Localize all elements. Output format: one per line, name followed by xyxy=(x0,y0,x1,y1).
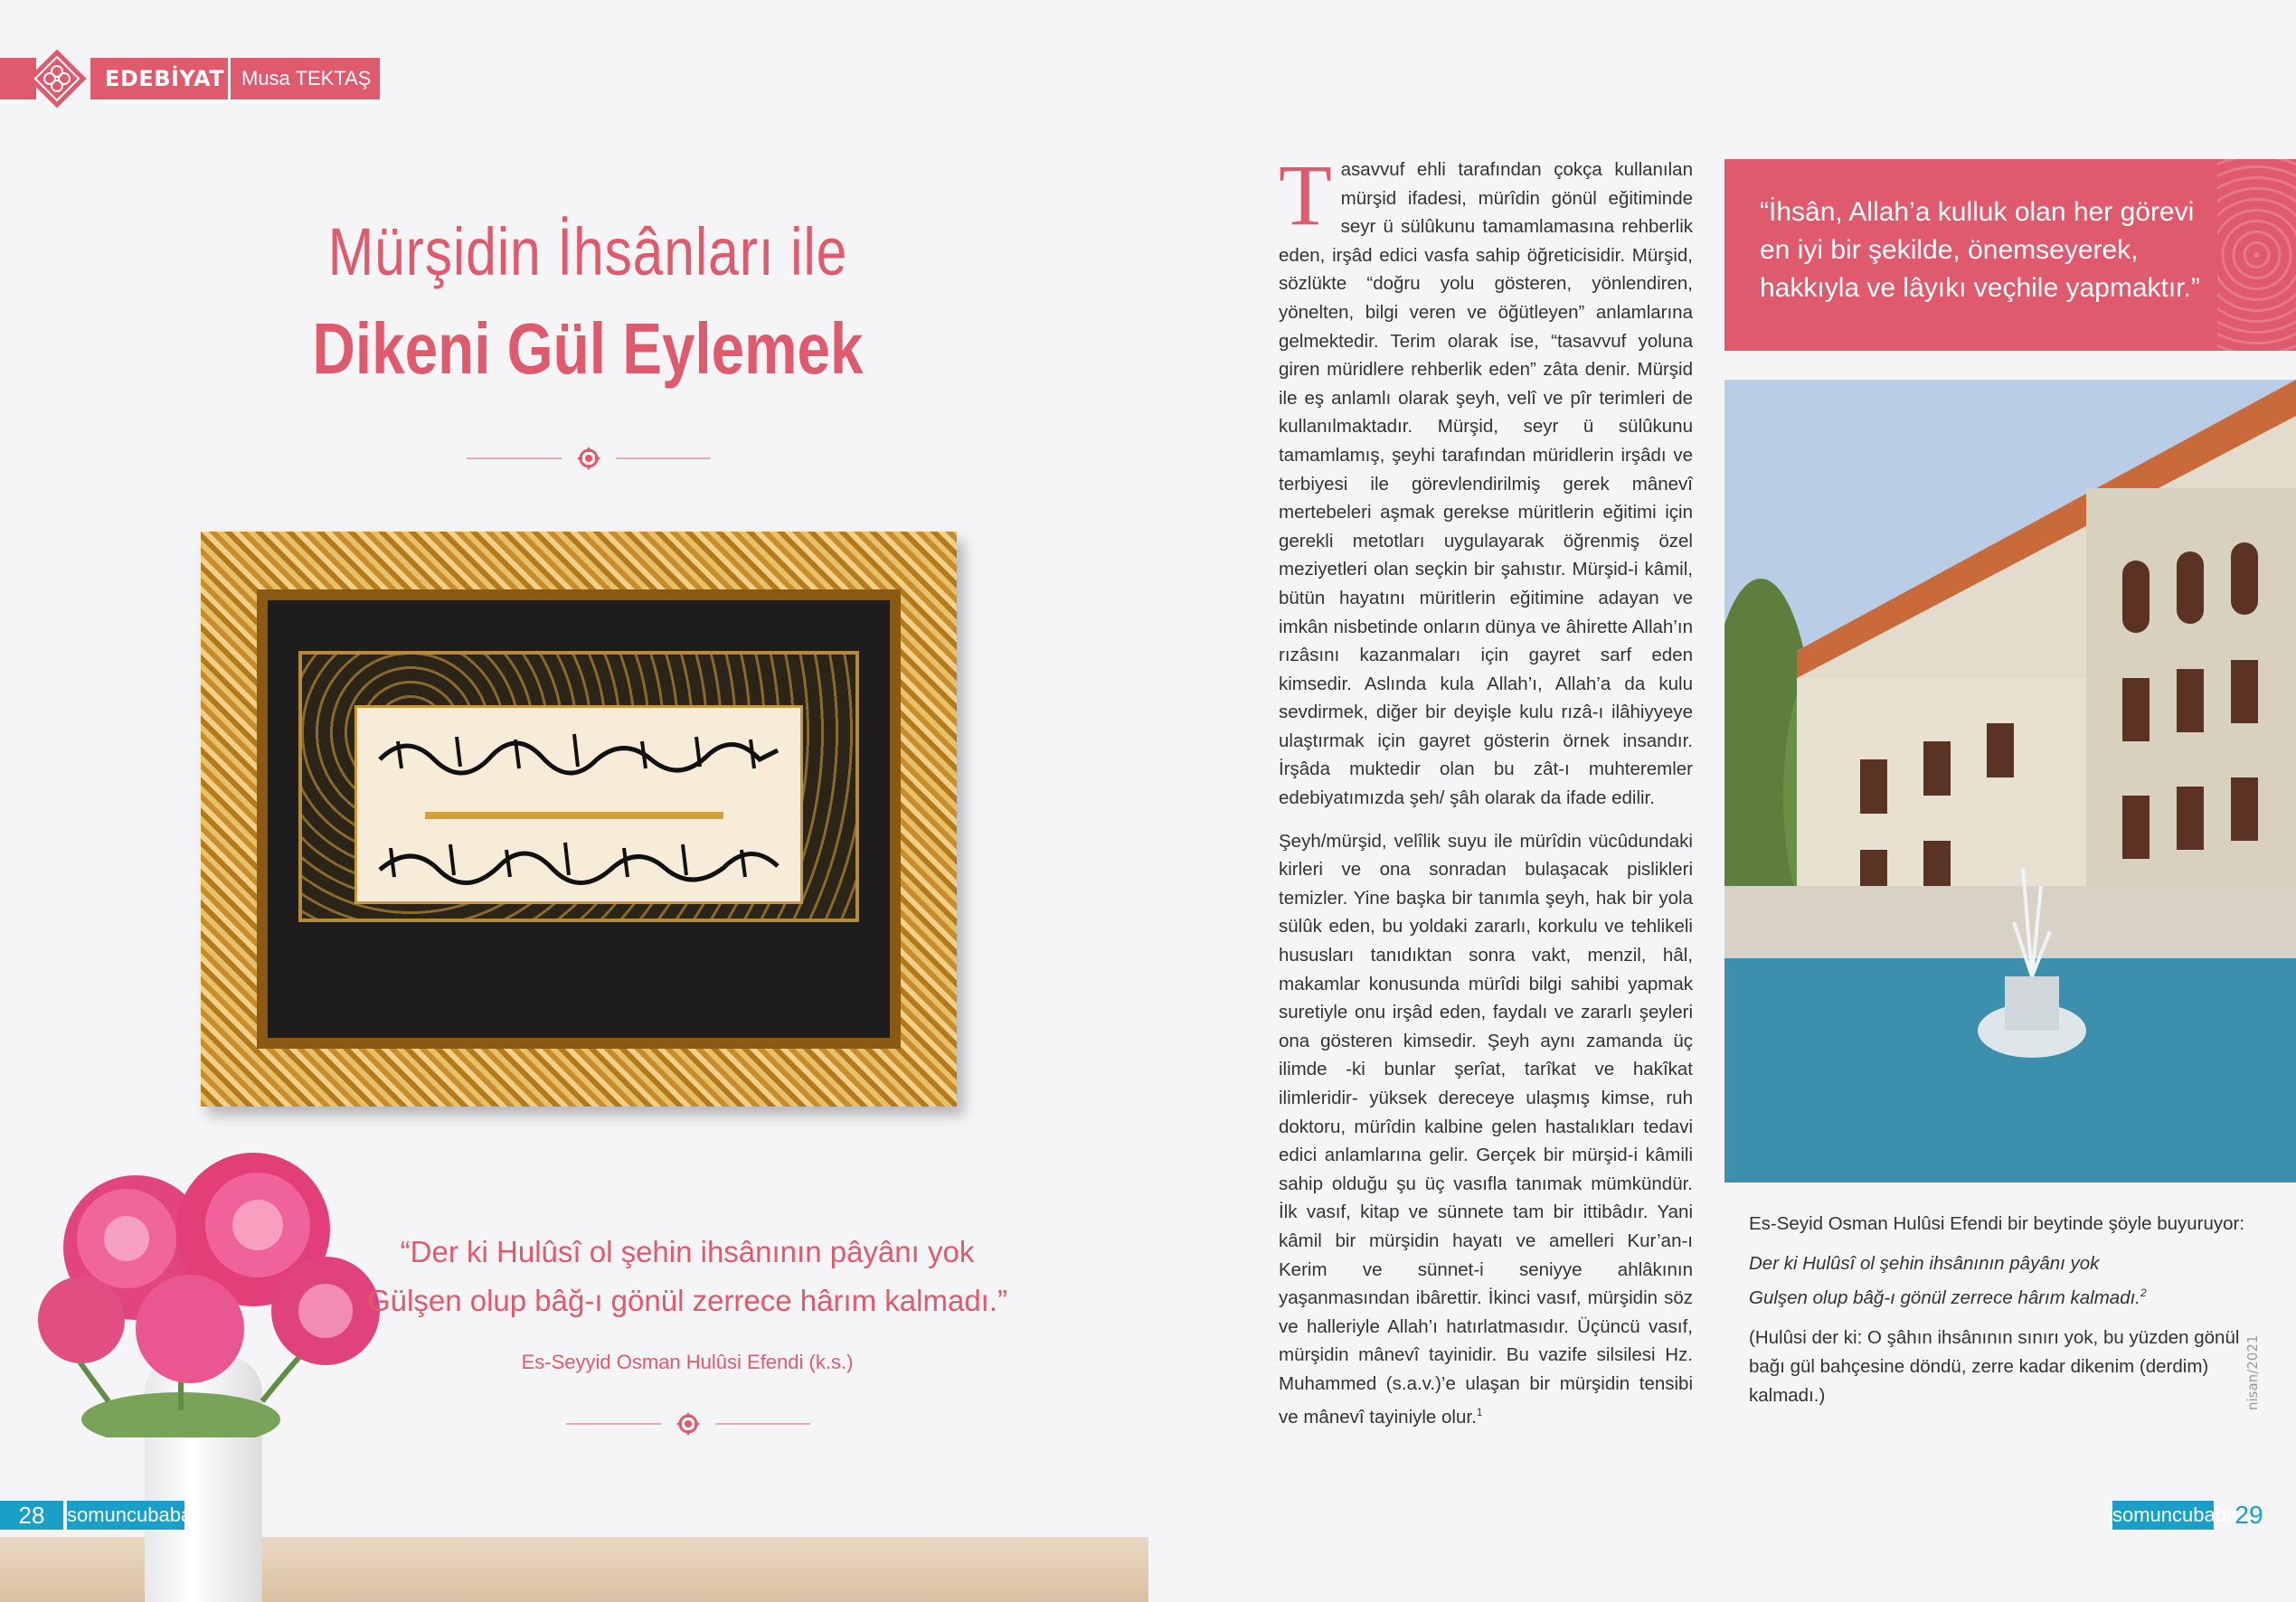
pull-quote-line-2: en iyi bir şekilde, önemseyerek, xyxy=(1760,235,2139,265)
left-quote xyxy=(344,1228,1031,1325)
verse-line-1: Der ki Hulûsî ol şehin ihsânının pâyânı yok xyxy=(1749,1253,2100,1274)
mosque-building-photo xyxy=(1724,380,2296,1183)
footnote-1: 1 xyxy=(1476,1405,1483,1418)
verse-line-2: Gulşen olup bâğ-ı gönül zerrece hârım kalmadı. xyxy=(1749,1286,2141,1308)
article-paragraph-2-text: Şeyh/mürşid, velîlik suyu ile mürîdin vücûdundaki kirleri ve ona sonradan bulaşacak pislikleri temizler. Yine başka bir tanımla şeyh, hak bir yola sülûk eden, bu yoldaki zararlı, korkulu ve tehlikeli hususları tanıdıktan sonra vakt, menzil, hâl, makamlar konusunda mürîdi bilgi sahibi yapmak suretiyle onu irşâd eden, faydalı ve zararlı şeyleri ona gösteren kimsedir. Şeyh aynı zamanda üç ilimde -ki bunlar şerîat, tarîkat ve hakîkat ilimleridir- yüksek dereceye ulaşmış kimse, ruh doktoru, mürîdin kalbine gelen hastalıkları tedavi edici anlamlarına gelir. Gerçek bir mürşid-i kâmili sahip olduğu şu üç vasıfla tanımak mümkündür. İlk vasıf, kitap ve sünnete tam bir ittibâdır. Yani kâmil bir mürşidin hayatı ve amelleri Kur’an-ı Kerim ve sünnet-i seniyye ahlâkının yaşanmasından ibârettir. İkinci vasıf, mürşidin söz ve halleriyle Allah’ı hatırlatmasıdır. Üçüncü vasıf, mürşidin mânevî tayinidir. Bu vazife silsilesi Hz. Muhammed (s.a.v.)’e ulaşan bir mürşidin tensibi ve mânevî tayiniyle olur. xyxy=(1279,830,1693,1428)
calligraphy-line-2 xyxy=(371,832,787,886)
article-paragraph-1 xyxy=(1279,146,1693,813)
divider-ornament-icon xyxy=(666,1410,711,1437)
building-illustration xyxy=(1724,380,2296,1183)
title-divider xyxy=(467,445,711,472)
article-title-line-1: Mürşidin İhsânları ile xyxy=(327,214,848,289)
footnote-2: 2 xyxy=(2140,1286,2147,1299)
calligraphy-gold-bar xyxy=(425,812,723,819)
pull-quote-line-3: hakkıyla ve lâyıkı veçhile yapmaktır.” xyxy=(1760,273,2200,303)
article-title-line-2: Dikeni Gül Eylemek xyxy=(312,308,864,389)
pull-quote xyxy=(1760,193,2230,307)
section-label: EDEBİYAT xyxy=(90,58,228,99)
verse-translation: (Hulûsi der ki: O şâhın ihsânının sınırı yok, bu yüzden gönül bağı gül bahçesine döndü, zerre kadar dikenim (derdim) kalmadı.) xyxy=(1749,1326,2240,1406)
right-intro: Es-Seyid Osman Hulûsi Efendi bir beytinde şöyle buyuruyor: xyxy=(1749,1213,2245,1234)
right-page-number: 29 xyxy=(2235,1501,2263,1529)
article-paragraph-1-text: asavvuf ehli tarafından çokça kullanılan mürşid ifadesi, mürîdin gönül eğitiminde seyr ü sülûkunu tamamlamasına rehberlik eden, irşâd edici vasfa sahip öğreticisidir. Mürşid, sözlükte “doğru yolu gösteren, yönlendiren, yönelten, bilgi veren ve öğütleyen” anlamlarına gelmektedir. Terim olarak ise, “tasavvuf yoluna giren müridlere rehberlik eden” zâta denir. Mürşid ile eş anlamlı olarak şeyh, velî ve pîr terimleri de kullanılmaktadır. Mürşid, seyr ü sülûkunu tamamlamış, şeyhi tarafından müridlerin irşâdı ve terbiyesi ile görevlendirilmiş gerek mânevî mertebeleri aşmak gerekse müritlerin eğitimi için gerekli metotları uygulayarak öğrenmiş özel meziyetleri olan seçkin bir şahıstır. Mürşid-i kâmil, bütün hayatını müritlerin eğitimine adayan ve imkân nisbetinde onların dünya ve âhirette Allah’ın rızâsını kazanmaları için gayret sarf eden kimsedir. Aslında kula Allah’ı, Allah’a da kulu sevdirmek, diğer bir deyişle kulu rızâ-ı ilâhiyyeye ulaştırmak için gayret gösterin örnek insandır. İrşâda muktedir olan bu zât-ı muhteremler edebiyatımızda şeh/ şâh olarak da ifade edilir. xyxy=(1279,159,1693,809)
calligraphy-line-1 xyxy=(371,723,787,777)
verse xyxy=(1749,1249,2250,1313)
left-quote-line-1: “Der ki Hulûsî ol şehin ihsânının pâyânı yok xyxy=(400,1235,975,1268)
left-quote-attribution: Es-Seyyid Osman Hulûsi Efendi (k.s.) xyxy=(521,1351,854,1373)
right-column-text xyxy=(1749,1210,2250,1421)
left-brand: somuncubaba xyxy=(67,1501,184,1530)
left-page-number: 28 xyxy=(0,1501,63,1530)
left-quote-line-2: Gülşen olup bâğ-ı gönül zerrece hârım kalmadı.” xyxy=(366,1284,1008,1317)
article-body xyxy=(1279,146,1693,1446)
quote-divider xyxy=(566,1410,810,1437)
section-ornament-icon xyxy=(25,47,89,110)
right-brand: somuncubaba xyxy=(2112,1501,2214,1530)
author-label: Musa TEKTAŞ xyxy=(231,58,380,99)
article-paragraph-2 xyxy=(1279,827,1693,1431)
divider-ornament-icon xyxy=(566,445,611,472)
dropcap: T xyxy=(1279,146,1332,243)
pull-quote-line-1: “İhsân, Allah’a kulluk olan her görevi xyxy=(1760,197,2195,227)
issue-date: nisan/2021 xyxy=(2244,1334,2261,1410)
